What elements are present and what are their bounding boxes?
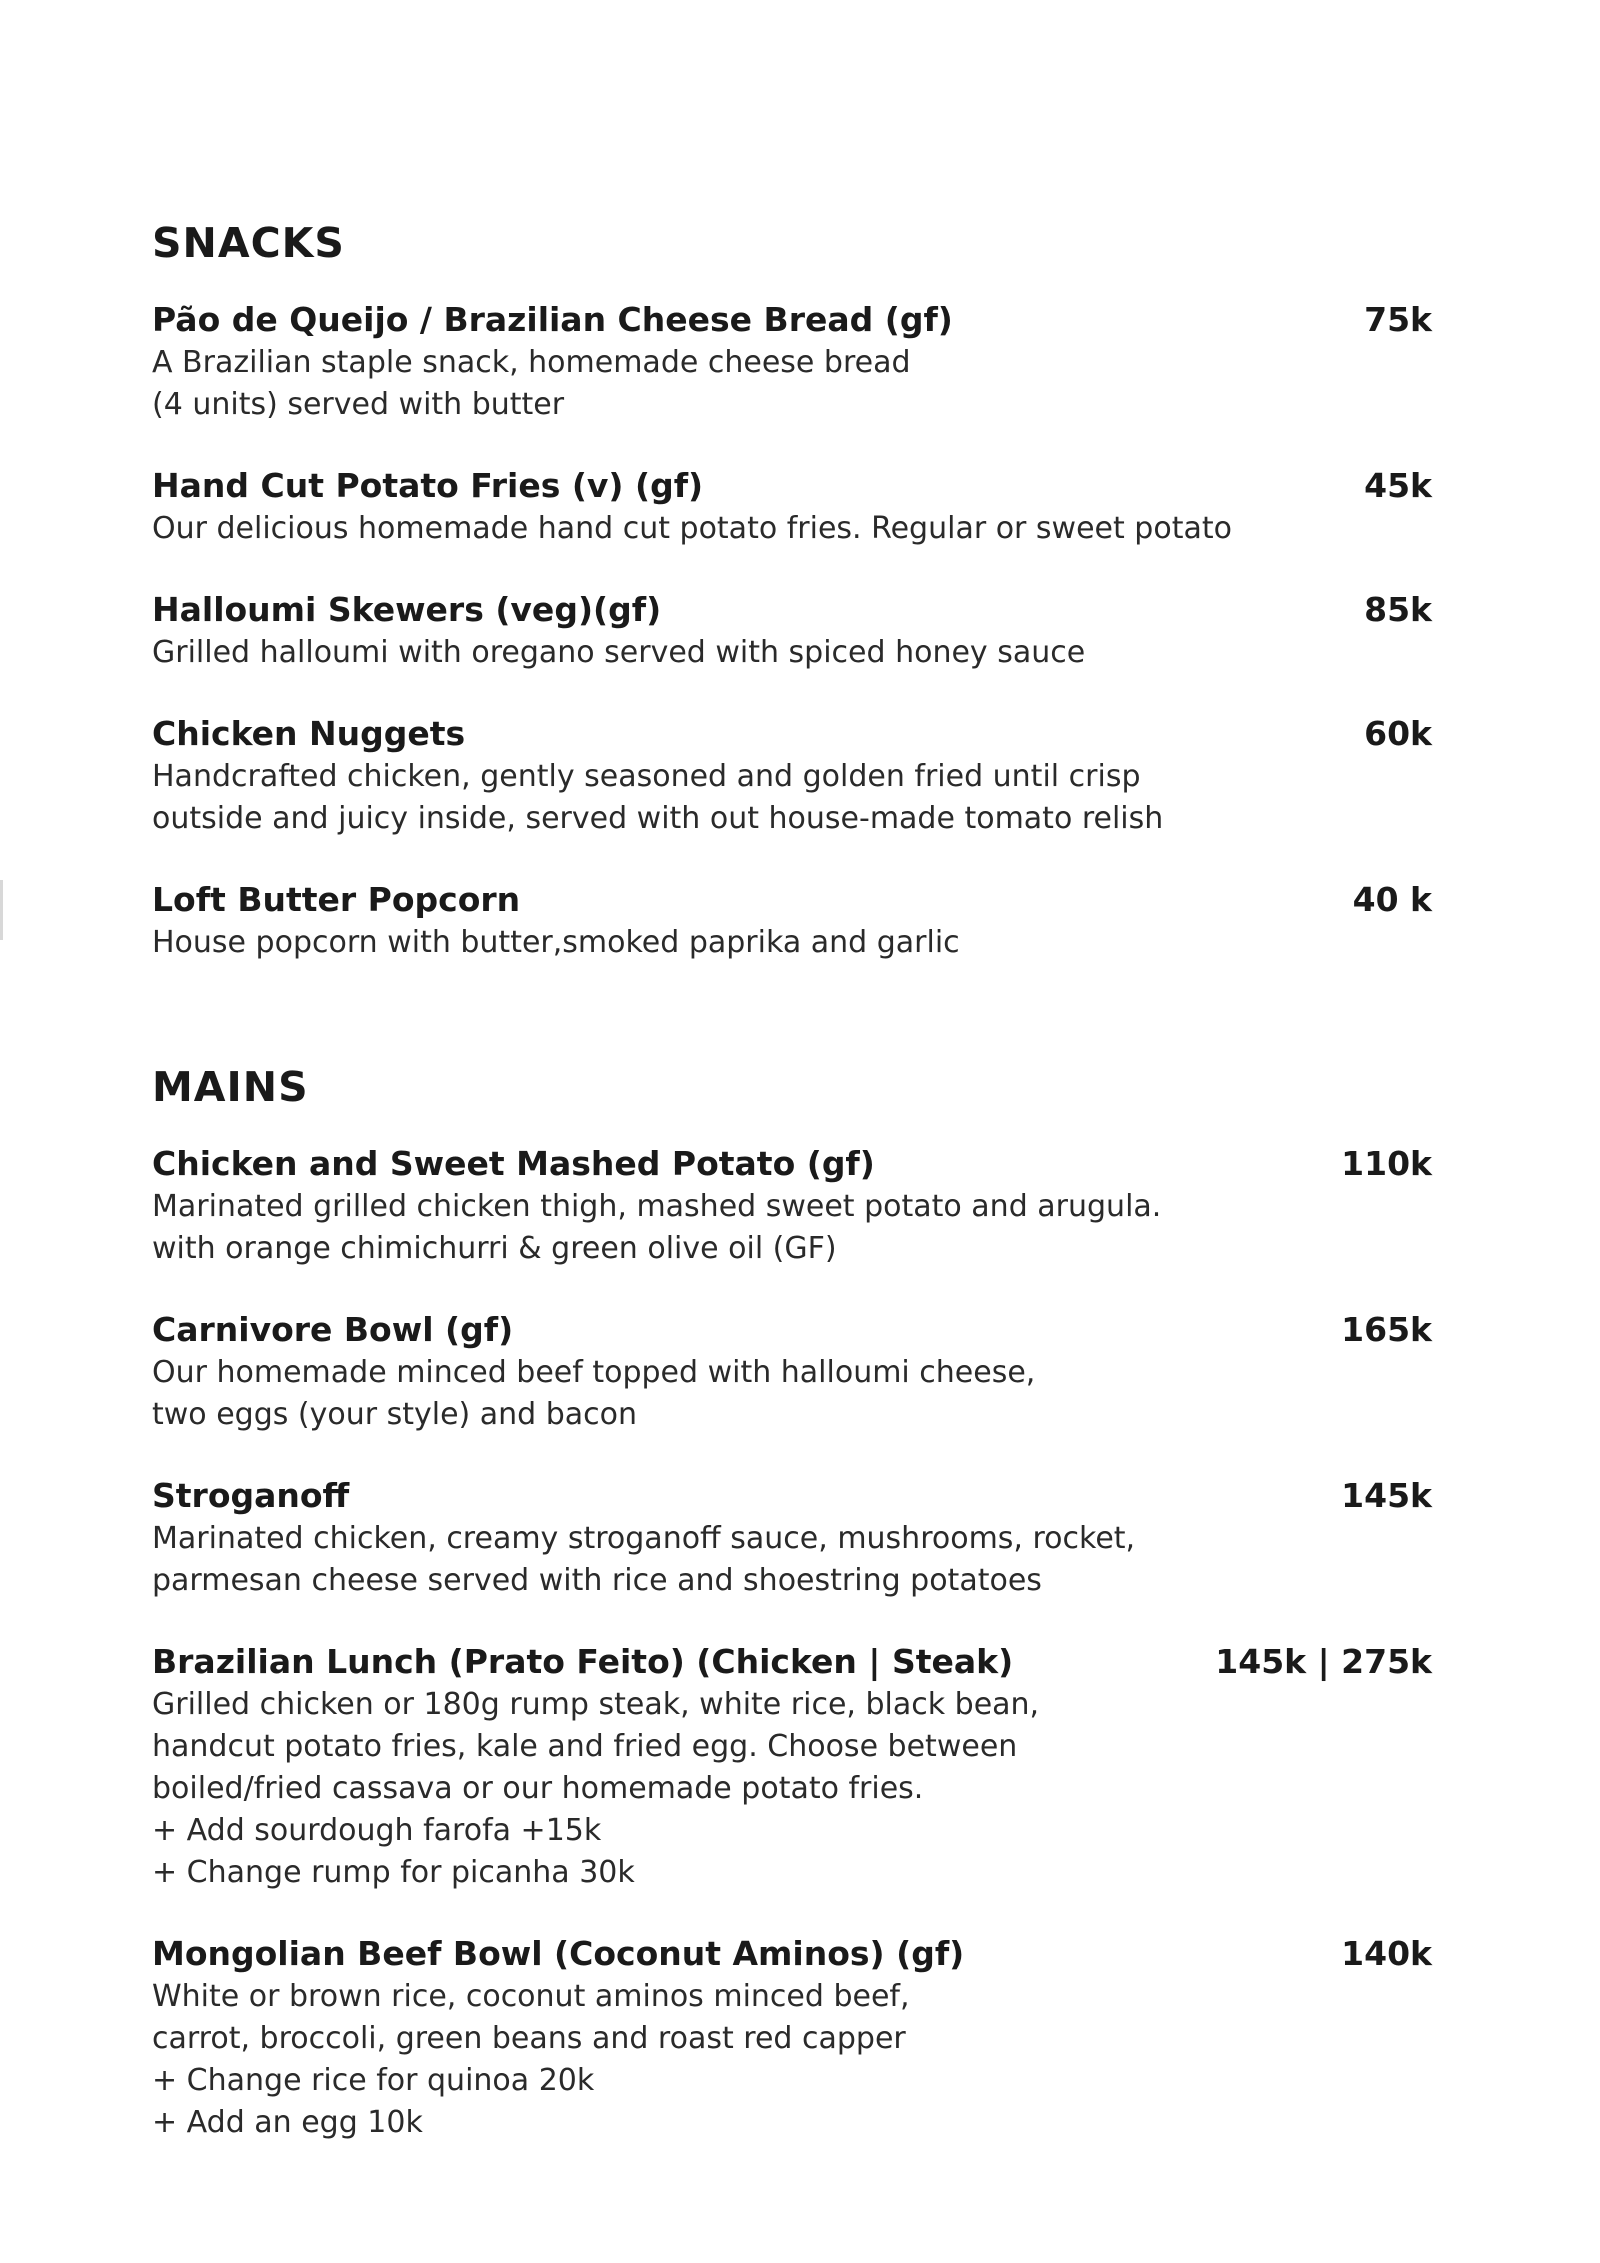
menu-item <box>152 1932 1432 2144</box>
item-addon: + Add an egg 10k <box>152 2105 423 2140</box>
item-description: with orange chimichurri & green olive oil (GF) <box>152 1231 837 1266</box>
item-description: Marinated grilled chicken thigh, mashed sweet potato and arugula. <box>152 1189 1162 1224</box>
item-addon: + Change rice for quinoa 20k <box>152 2063 595 2098</box>
menu-item <box>152 588 1432 674</box>
menu-item-header <box>152 1474 1432 1518</box>
item-description: Grilled halloumi with oregano served with spiced honey sauce <box>152 635 1086 670</box>
mains-section <box>152 1062 1432 2182</box>
item-addon: + Change rump for picanha 30k <box>152 1855 635 1890</box>
item-price: 45k <box>1364 466 1432 505</box>
item-name: Carnivore Bowl (gf) <box>152 1310 514 1349</box>
item-price: 110k <box>1341 1144 1432 1183</box>
menu-item-header <box>152 878 1432 922</box>
menu-item <box>152 1474 1432 1602</box>
item-description: parmesan cheese served with rice and shoestring potatoes <box>152 1563 1042 1598</box>
item-price: 75k <box>1364 300 1432 339</box>
item-description: Handcrafted chicken, gently seasoned and golden fried until crisp <box>152 759 1141 794</box>
menu-item <box>152 1640 1432 1894</box>
item-description: Grilled chicken or 180g rump steak, white rice, black bean, <box>152 1687 1040 1722</box>
menu-item-header <box>152 588 1432 632</box>
item-description: handcut potato fries, kale and fried egg. Choose between <box>152 1729 1018 1764</box>
item-name: Loft Butter Popcorn <box>152 880 521 919</box>
menu-item <box>152 1142 1432 1270</box>
snacks-section <box>152 218 1432 1002</box>
item-description: Marinated chicken, creamy stroganoff sauce, mushrooms, rocket, <box>152 1521 1136 1556</box>
item-price: 145k | 275k <box>1215 1642 1432 1681</box>
menu-item-header <box>152 298 1432 342</box>
item-description: two eggs (your style) and bacon <box>152 1397 638 1432</box>
item-name: Brazilian Lunch (Prato Feito) (Chicken | Steak) <box>152 1642 1014 1681</box>
item-description: House popcorn with butter,smoked paprika and garlic <box>152 925 960 960</box>
item-addon: + Add sourdough farofa +15k <box>152 1813 602 1848</box>
item-name: Pão de Queijo / Brazilian Cheese Bread (gf) <box>152 300 953 339</box>
item-description: Our homemade minced beef topped with halloumi cheese, <box>152 1355 1036 1390</box>
menu-item-header <box>152 1308 1432 1352</box>
menu-item-header <box>152 1142 1432 1186</box>
item-name: Hand Cut Potato Fries (v) (gf) <box>152 466 704 505</box>
menu-item <box>152 464 1432 550</box>
item-description: White or brown rice, coconut aminos minced beef, <box>152 1979 910 2014</box>
menu-item-header <box>152 464 1432 508</box>
item-name: Mongolian Beef Bowl (Coconut Aminos) (gf) <box>152 1934 965 1973</box>
item-name: Halloumi Skewers (veg)(gf) <box>152 590 662 629</box>
item-name: Stroganoff <box>152 1476 350 1515</box>
item-price: 165k <box>1341 1310 1432 1349</box>
item-price: 140k <box>1341 1934 1432 1973</box>
item-description: carrot, broccoli, green beans and roast red capper <box>152 2021 906 2056</box>
section-title: MAINS <box>152 1063 309 1111</box>
menu-item <box>152 712 1432 840</box>
item-price: 40 k <box>1352 880 1432 919</box>
menu-item <box>152 878 1432 964</box>
item-name: Chicken and Sweet Mashed Potato (gf) <box>152 1144 875 1183</box>
item-description: A Brazilian staple snack, homemade cheese bread <box>152 345 911 380</box>
page-edge-mark <box>0 880 3 940</box>
menu-item-header <box>152 712 1432 756</box>
item-description: boiled/fried cassava or our homemade potato fries. <box>152 1771 924 1806</box>
item-name: Chicken Nuggets <box>152 714 466 753</box>
menu-item-header <box>152 1932 1432 1976</box>
item-price: 145k <box>1341 1476 1432 1515</box>
menu-item <box>152 298 1432 426</box>
section-title: SNACKS <box>152 219 345 267</box>
item-price: 85k <box>1364 590 1432 629</box>
menu-item <box>152 1308 1432 1436</box>
item-description: Our delicious homemade hand cut potato fries. Regular or sweet potato <box>152 511 1232 546</box>
menu-item-header <box>152 1640 1432 1684</box>
item-description: outside and juicy inside, served with out house-made tomato relish <box>152 801 1164 836</box>
item-price: 60k <box>1364 714 1432 753</box>
item-description: (4 units) served with butter <box>152 387 565 422</box>
